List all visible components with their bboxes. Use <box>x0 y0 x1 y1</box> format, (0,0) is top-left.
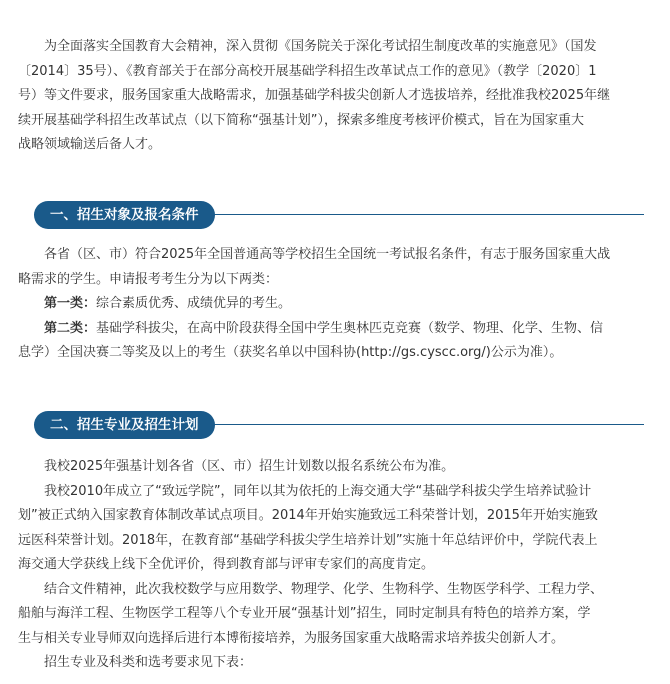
history-line: 海交通大学获线上线下全优评价，得到教育部与评审专家们的高度肯定。 <box>18 557 435 572</box>
category-1-label: 第一类： <box>44 296 97 311</box>
table-intro: 招生专业及科类和选考要求见下表： <box>44 655 253 670</box>
intro-line: 号）等文件要求，服务国家重大战略需求，加强基础学科拔尖创新人才选拔培养，经批准我校2025年继 <box>18 88 611 103</box>
intro-line: 〔2014〕35号）、《教育部关于在部分高校开展基础学科招生改革试点工作的意见》（教学〔2020〕1 <box>18 63 597 79</box>
category-1-text: 综合素质优秀、成绩优异的考生。 <box>96 296 292 311</box>
section-2-header <box>34 411 644 439</box>
majors-line: 结合文件精神，此次我校数学与应用数学、物理学、化学、生物科学、生物医学科学、工程力学、 <box>44 581 604 597</box>
category-2 <box>18 317 658 342</box>
category-2-text: 基础学科拔尖，在高中阶段获得全国中学生奥林匹克竞赛（数学、物理、化学、生物、信 <box>96 320 604 336</box>
intro-paragraph <box>18 35 658 158</box>
section-1-title: 一、招生对象及报名条件 <box>34 201 215 229</box>
plan-statement: 我校2025年强基计划各省（区、市）招生计划数以报名系统公布为准。 <box>44 459 455 474</box>
section-2-body <box>18 455 658 676</box>
category-1 <box>18 292 658 317</box>
history-line: 远医科荣誉计划。2018年，在教育部“基础学科拔尖学生培养计划”实施十年总结评价中，学院代表上 <box>18 532 598 548</box>
category-2-continuation: 息学）全国决赛二等奖及以上的考生（获奖名单以中国科协(http://gs.cyscc.org/)公示为准）。 <box>18 345 563 360</box>
section-1-body <box>18 243 658 366</box>
intro-line: 续开展基础学科招生改革试点（以下简称“强基计划”），探索多维度考核评价模式，旨在为国家重大 <box>18 112 584 128</box>
eligibility-line: 各省（区、市）符合2025年全国普通高等学校招生全国统一考试报名条件，有志于服务国家重大战 <box>44 247 611 262</box>
intro-line: 战略领域输送后备人才。 <box>18 137 162 152</box>
section-2-title: 二、招生专业及招生计划 <box>34 411 215 439</box>
section-1-header <box>34 201 644 229</box>
majors-line: 生与相关专业导师双向选择后进行本博衔接培养，为服务国家重大战略需求培养拔尖创新人才。 <box>18 630 565 646</box>
intro-line: 为全面落实全国教育大会精神，深入贯彻《国务院关于深化考试招生制度改革的实施意见》（国发 <box>44 39 597 54</box>
history-line: 我校2010年成立了“致远学院”，同年以其为依托的上海交通大学“基础学科拔尖学生培养试验计 <box>44 483 592 499</box>
category-2-label: 第二类： <box>44 320 97 336</box>
majors-line: 船舶与海洋工程、生物医学工程等八个专业开展“强基计划”招生，同时定制具有特色的培养方案，学 <box>18 606 591 621</box>
eligibility-line: 略需求的学生。申请报考考生分为以下两类： <box>18 271 279 287</box>
history-line: 划”被正式纳入国家教育体制改革试点项目。2014年开始实施致远工科荣誉计划，2015年开始实施致 <box>18 508 598 523</box>
